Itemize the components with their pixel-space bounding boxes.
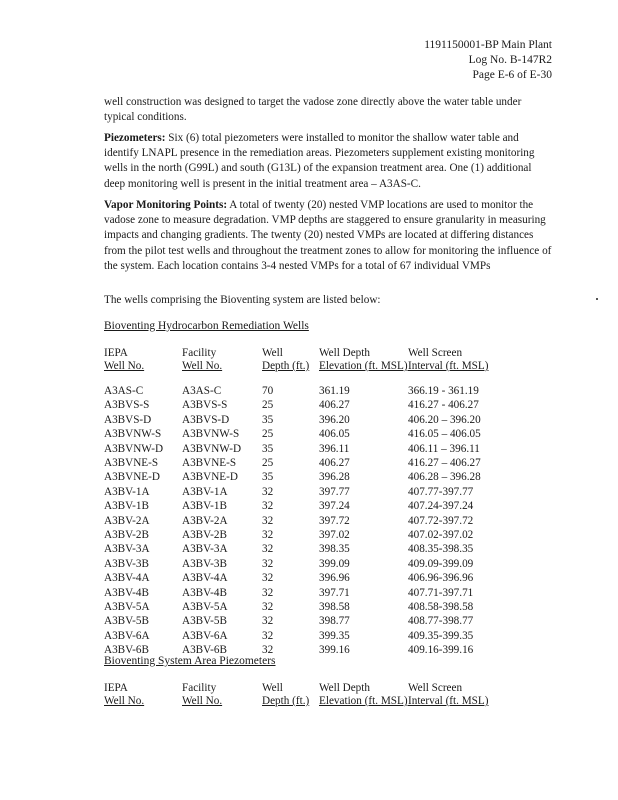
iepa-well-no: A3BVS-S (104, 399, 150, 412)
well-depth-ft: 32 (262, 572, 274, 585)
screen-interval: 407.71-397.71 (408, 586, 474, 599)
table-row (0, 500, 618, 514)
table-row (0, 515, 618, 529)
screen-interval: 408.35-398.35 (408, 543, 474, 556)
header-log-number: Log No. B-147R2 (468, 54, 552, 66)
iepa-well-no: A3BV-1A (104, 485, 150, 498)
t2-col-facility: Facility (182, 682, 217, 694)
iepa-well-no: A3BV-1B (104, 500, 149, 513)
t1-col-depth: Well Depth (319, 347, 370, 359)
table-row (0, 587, 618, 601)
t2-col-facility-sub: Well No. (182, 695, 223, 707)
depth-elevation: 398.58 (319, 601, 350, 613)
well-depth-ft: 32 (262, 644, 274, 657)
screen-interval: 416.27 – 406.27 (408, 457, 481, 469)
t1-col-screen-sub: Interval (ft. MSL) (408, 360, 489, 372)
piezometers-text: Six (6) total piezometers were installed to monitor the shallow water table and identify LNAPL presence in the remediation areas. Piezometers supplement existing monitoring wells in the north (G99L) and south (G13L) of the expansion treatment area. One (1) additional deep monitoring well is present in the initial treatment area – A3AS-C. (104, 132, 535, 190)
facility-well-no: A3BV-5B (182, 615, 227, 628)
depth-elevation: 399.16 (319, 644, 350, 657)
t1-col-iepa: IEPA (104, 347, 128, 359)
screen-interval: 409.16-399.16 (408, 644, 474, 657)
facility-well-no: A3AS-C (182, 385, 222, 397)
t2-col-iepa-sub: Well No. (104, 695, 145, 707)
depth-elevation: 396.11 (319, 442, 350, 455)
well-depth-ft: 35 (262, 442, 274, 455)
well-depth-ft: 25 (262, 428, 274, 441)
depth-elevation: 396.28 (319, 471, 350, 484)
facility-well-no: A3BV-5A (182, 601, 228, 613)
facility-well-no: A3BVNE-D (182, 471, 238, 484)
depth-elevation: 396.20 (319, 413, 350, 426)
well-depth-ft: 32 (262, 529, 274, 541)
header-page-number: Page E-6 of E-30 (472, 69, 552, 81)
piezometers-label: Piezometers: (104, 132, 166, 144)
well-depth-ft: 32 (262, 557, 274, 570)
t1-col-iepa-sub: Well No. (104, 360, 145, 372)
depth-elevation: 361.19 (319, 385, 350, 397)
depth-elevation: 399.09 (319, 557, 350, 570)
t2-col-screen: Well Screen (408, 682, 463, 694)
depth-elevation: 406.05 (319, 428, 350, 441)
depth-elevation: 399.35 (319, 629, 350, 642)
depth-elevation: 398.77 (319, 615, 350, 628)
depth-elevation: 397.02 (319, 529, 350, 541)
iepa-well-no: A3BV-5B (104, 615, 149, 628)
table1-header (0, 346, 618, 376)
table-row (0, 572, 618, 586)
screen-interval: 407.77-397.77 (408, 485, 474, 498)
iepa-well-no: A3BVNE-D (104, 471, 160, 484)
iepa-well-no: A3BV-3B (104, 557, 149, 570)
screen-interval: 416.27 - 406.27 (408, 399, 479, 412)
table-row (0, 428, 618, 442)
table-row (0, 543, 618, 557)
facility-well-no: A3BV-6A (182, 629, 228, 642)
depth-elevation: 406.27 (319, 457, 350, 469)
iepa-well-no: A3BVNW-D (104, 442, 164, 455)
well-depth-ft: 32 (262, 543, 274, 556)
screen-interval: 406.96-396.96 (408, 572, 474, 585)
screen-interval: 407.72-397.72 (408, 514, 474, 527)
well-depth-ft: 32 (262, 601, 274, 613)
table-row (0, 385, 618, 399)
depth-elevation: 397.72 (319, 514, 350, 527)
t2-col-well-sub: Depth (ft.) (262, 695, 310, 707)
well-depth-ft: 70 (262, 385, 274, 397)
depth-elevation: 397.77 (319, 485, 350, 498)
iepa-well-no: A3BV-5A (104, 601, 150, 613)
iepa-well-no: A3BVNW-S (104, 428, 162, 441)
depth-elevation: 398.35 (319, 543, 350, 556)
t2-col-screen-sub: Interval (ft. MSL) (408, 695, 489, 707)
t1-col-well: Well (262, 347, 283, 359)
iepa-well-no: A3BV-2A (104, 514, 150, 527)
screen-interval: 408.77-398.77 (408, 615, 474, 628)
t2-col-well: Well (262, 682, 283, 694)
t1-col-well-sub: Depth (ft.) (262, 360, 310, 372)
facility-well-no: A3BV-3A (182, 543, 228, 556)
well-depth-ft: 32 (262, 500, 274, 513)
table-row (0, 486, 618, 500)
well-depth-ft: 35 (262, 471, 274, 484)
screen-interval: 407.02-397.02 (408, 529, 474, 541)
t2-col-depth-sub: Elevation (ft. MSL) (319, 695, 408, 707)
t1-col-depth-sub: Elevation (ft. MSL) (319, 360, 408, 372)
iepa-well-no: A3BV-6B (104, 644, 149, 657)
facility-well-no: A3BV-1A (182, 485, 228, 498)
table1-title: Bioventing Hydrocarbon Remediation Wells (104, 320, 309, 332)
well-depth-ft: 32 (262, 615, 274, 628)
table-row (0, 615, 618, 629)
facility-well-no: A3BVNE-S (182, 457, 237, 469)
table-row (0, 414, 618, 428)
screen-interval: 409.35-399.35 (408, 629, 474, 642)
iepa-well-no: A3AS-C (104, 385, 144, 397)
iepa-well-no: A3BV-4B (104, 586, 149, 599)
vmp-label: Vapor Monitoring Points: (104, 199, 228, 211)
depth-elevation: 397.71 (319, 586, 350, 599)
t1-col-facility-sub: Well No. (182, 360, 223, 372)
facility-well-no: A3BVS-D (182, 413, 230, 426)
screen-interval: 407.24-397.24 (408, 500, 474, 513)
depth-elevation: 397.24 (319, 500, 350, 513)
facility-well-no: A3BV-2A (182, 514, 228, 527)
well-depth-ft: 32 (262, 586, 274, 599)
screen-interval: 408.58-398.58 (408, 601, 474, 613)
screen-interval: 406.11 – 396.11 (408, 442, 480, 455)
facility-well-no: A3BVNW-S (182, 428, 240, 441)
iepa-well-no: A3BV-6A (104, 629, 150, 642)
facility-well-no: A3BV-4A (182, 572, 228, 585)
table2-title: Bioventing System Area Piezometers (104, 655, 276, 667)
screen-interval: 416.05 – 406.05 (408, 428, 481, 441)
piezometers-paragraph (104, 131, 554, 192)
t2-col-iepa: IEPA (104, 682, 128, 694)
t1-col-screen: Well Screen (408, 347, 463, 359)
table-row (0, 630, 618, 644)
screen-interval: 366.19 - 361.19 (408, 385, 479, 397)
table2-header (0, 681, 618, 711)
table-row (0, 457, 618, 471)
well-depth-ft: 32 (262, 629, 274, 642)
iepa-well-no: A3BV-4A (104, 572, 150, 585)
header-project-id: 1191150001-BP Main Plant (424, 39, 552, 51)
facility-well-no: A3BVS-S (182, 399, 228, 412)
well-depth-ft: 35 (262, 413, 274, 426)
table-row (0, 601, 618, 615)
iepa-well-no: A3BVS-D (104, 413, 152, 426)
facility-well-no: A3BVNW-D (182, 442, 242, 455)
depth-elevation: 406.27 (319, 399, 350, 412)
facility-well-no: A3BV-6B (182, 644, 227, 657)
vmp-paragraph (104, 198, 554, 274)
t2-col-depth: Well Depth (319, 682, 370, 694)
well-depth-ft: 25 (262, 457, 274, 469)
wells-intro: The wells comprising the Bioventing system are listed below: (104, 294, 381, 306)
table-row (0, 558, 618, 572)
screen-interval: 406.20 – 396.20 (408, 413, 481, 426)
facility-well-no: A3BV-4B (182, 586, 227, 599)
intro-paragraph: well construction was designed to target the vadose zone directly above the water table under typical conditions. (104, 96, 522, 124)
facility-well-no: A3BV-2B (182, 529, 227, 541)
table-row (0, 644, 618, 658)
facility-well-no: A3BV-1B (182, 500, 227, 513)
vmp-text: A total of twenty (20) nested VMP locations are used to monitor the vadose zone to measure degradation. VMP depths are staggered to ensure granularity in measuring impacts and changing gradients. The twenty (20) nested VMPs are located at differing distances from the pilot test wells and throughout the treatment zones to allow for monitoring the influence of the system. Each location contains 3-4 nested VMPs for a total of 67 individual VMPs (104, 199, 552, 272)
page-header (424, 38, 552, 83)
well-depth-ft: 25 (262, 399, 274, 412)
table-row (0, 443, 618, 457)
iepa-well-no: A3BV-2B (104, 529, 149, 541)
table-row (0, 399, 618, 413)
well-depth-ft: 32 (262, 514, 274, 527)
facility-well-no: A3BV-3B (182, 557, 227, 570)
depth-elevation: 396.96 (319, 572, 350, 585)
iepa-well-no: A3BVNE-S (104, 457, 159, 469)
screen-interval: 406.28 – 396.28 (408, 471, 481, 484)
t1-col-facility: Facility (182, 347, 217, 359)
table-row (0, 529, 618, 543)
screen-interval: 409.09-399.09 (408, 557, 474, 570)
iepa-well-no: A3BV-3A (104, 543, 150, 556)
well-depth-ft: 32 (262, 485, 274, 498)
scan-speck (596, 298, 598, 300)
table-row (0, 471, 618, 485)
